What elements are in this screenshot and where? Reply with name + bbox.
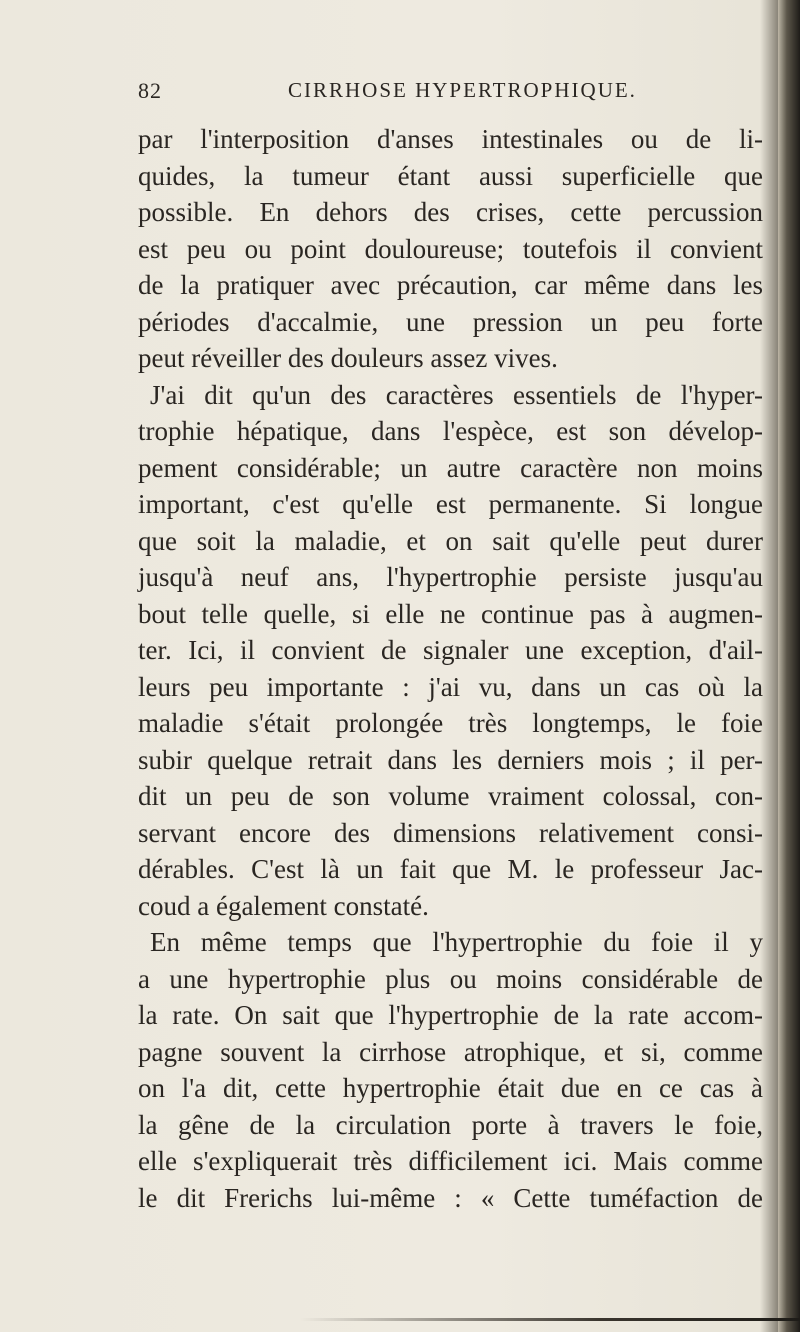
text-line: périodes d'accalmie, une pression un peu forte [138,306,763,337]
text-line: la rate. On sait que l'hypertrophie de la rate accom- [138,1000,763,1030]
text-line: est peu ou point douloureuse; toutefois il convient [138,233,763,264]
text-line: elle s'expliquerait très difficilement ici. Mais comme [138,1146,763,1176]
text-line: bout telle quelle, si elle ne continue pas à augmen- [138,598,763,629]
text-line: peut réveiller des douleurs assez vives. [138,343,558,373]
text-line: jusqu'à neuf ans, l'hypertrophie persiste jusqu'au [138,562,763,592]
text-line: pement considérable; un autre caractère non moins [138,452,763,483]
text-line: quides, la tumeur étant aussi superficielle que [138,160,763,191]
text-line: leurs peu importante : j'ai vu, dans un cas où la [138,671,763,702]
text-line: de la pratiquer avec précaution, car même dans les [138,270,763,300]
text-line: maladie s'était prolongée très longtemps, le foie [138,708,763,738]
text-line: a une hypertrophie plus ou moins considérable de [138,963,763,994]
text-line: pagne souvent la cirrhose atrophique, et si, comme [138,1036,763,1067]
running-title: CIRRHOSE HYPERTROPHIQUE. [288,78,637,102]
text-line: on l'a dit, cette hypertrophie était due en ce cas à [138,1073,763,1103]
text-line: ter. Ici, il convient de signaler une exception, d'ail- [138,635,763,665]
text-line: trophie hépatique, dans l'espèce, est son dévelop- [138,416,763,446]
text-line: En même temps que l'hypertrophie du foie il y [150,927,763,957]
text-line: subir quelque retrait dans les derniers mois ; il per- [138,744,763,775]
page-edge-shadow [778,0,800,1332]
text-line: que soit la maladie, et on sait qu'elle peut durer [138,525,763,556]
text-line: possible. En dehors des crises, cette percussion [138,197,763,227]
page-number: 82 [138,78,162,103]
text-line: dit un peu de son volume vraiment colossal, con- [138,781,763,811]
text-line: la gêne de la circulation porte à travers le foie, [138,1109,763,1140]
page-bottom-edge [300,1318,800,1321]
text-line: important, c'est qu'elle est permanente. Si longue [138,489,763,519]
text-line: servant encore des dimensions relativement consi- [138,817,763,848]
text-line: coud a également constaté. [138,890,429,921]
page-header [138,70,778,110]
body-text [138,121,763,1216]
text-line: par l'interposition d'anses intestinales ou de li- [138,124,763,154]
text-line: J'ai dit qu'un des caractères essentiels de l'hyper- [150,379,763,410]
text-line: le dit Frerichs lui-même : « Cette tuméfaction de [138,1182,763,1213]
text-line: dérables. C'est là un fait que M. le professeur Jac- [138,854,763,884]
